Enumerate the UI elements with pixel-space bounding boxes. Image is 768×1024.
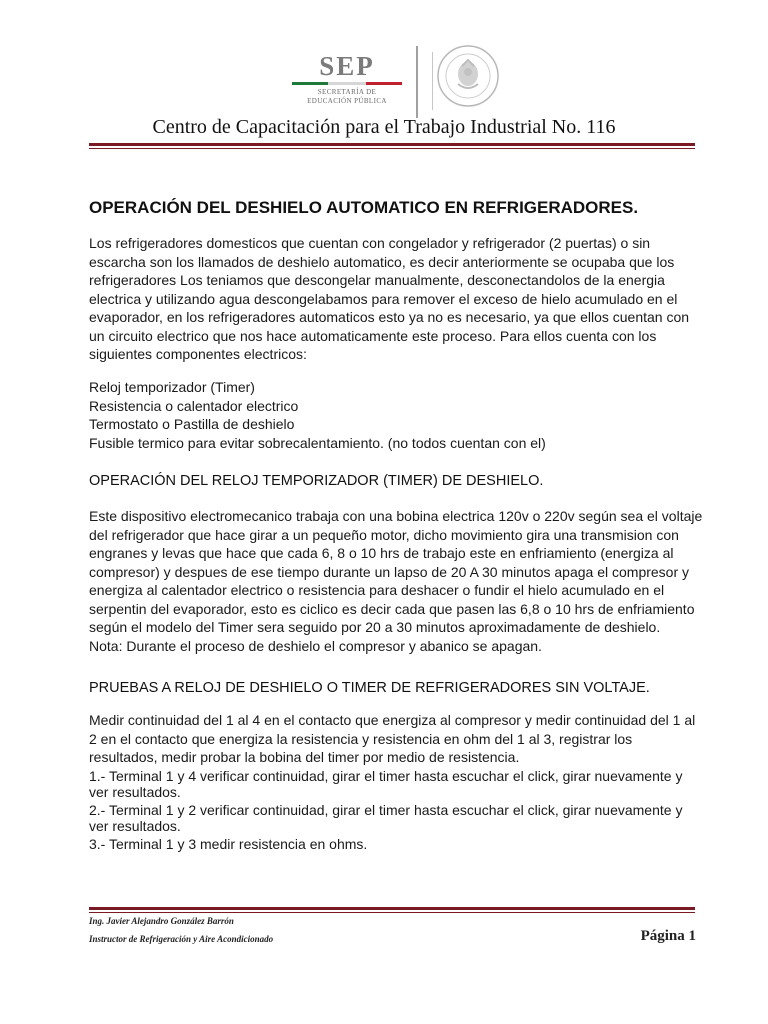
list-item: Fusible termico para evitar sobrecalentamiento. (no todos cuentan con el) <box>89 434 546 451</box>
logo-divider-thin <box>432 52 433 110</box>
paragraph-line: 2 en el contacto que energiza la resistencia y resistencia en ohm del 1 al 3, registrar los <box>89 730 633 747</box>
paragraph-line: escarcha son los llamados de deshielo automatico, es decir anteriormente se ocupaba que los <box>89 253 675 270</box>
logo-divider <box>416 46 418 118</box>
page-number: Página 1 <box>640 928 696 944</box>
sep-logo-subtitle-2: EDUCACIÓN PÚBLICA <box>307 97 387 105</box>
step-line-continued: ver resultados. <box>89 784 181 800</box>
paragraph-line: evaporador, en los refrigeradores automaticos esto ya no es necesario, ya que ellos cuentan con <box>89 309 690 325</box>
footer-rule <box>89 907 695 910</box>
sep-logo <box>288 52 406 106</box>
paragraph-line: electrica y utilizando agua descongelabamos para remover el exceso de hielo acumulado en el <box>89 290 678 307</box>
step-line: 1.- Terminal 1 y 4 verificar continuidad, girar el timer hasta escuchar el click, girar nuevamente y <box>89 768 683 784</box>
paragraph-line: compresor) y despues de ese tiempo durante un lapso de 20 A 30 minutos apaga el compresor y <box>89 563 690 580</box>
tests-paragraph <box>89 711 709 767</box>
note-line: Nota: Durante el proceso de deshielo el compresor y abanico se apagan. <box>89 637 542 654</box>
footer-author: Ing. Javier Alejandro González Barrón <box>89 916 234 926</box>
step-line: 3.- Terminal 1 y 3 medir resistencia en ohms. <box>89 836 368 852</box>
paragraph-line: refrigeradores Los teniamos que descongelar manualmente, desconectandolos de la energia <box>89 272 665 288</box>
paragraph-line: siguientes componentes electricos: <box>89 346 307 362</box>
list-item <box>89 802 709 834</box>
sep-tricolor-bar <box>292 82 402 85</box>
paragraph-line: Los refrigeradores domesticos que cuentan con congelador y refrigerador (2 puertas) o sin <box>89 235 651 251</box>
intro-paragraph <box>89 234 709 364</box>
paragraph-line: engranes y levas que hace que cada 6, 8 o 10 hrs de trabajo este en enfriamiento (energiza al <box>89 545 674 561</box>
test-steps-list <box>89 768 709 852</box>
header-rule <box>89 143 695 146</box>
document-title: OPERACIÓN DEL DESHIELO AUTOMATICO EN REFRIGERADORES. <box>89 198 639 217</box>
section-heading-timer: OPERACIÓN DEL RELOJ TEMPORIZADOR (TIMER) DE DESHIELO. <box>89 473 544 489</box>
paragraph-line: serpentin del evaporador, esto es ciclico es decir cada que pasen las 6,8 o 10 hrs de enfriamiento <box>89 600 695 617</box>
list-item: Reloj temporizador (Timer) <box>89 379 255 395</box>
components-list <box>89 378 709 452</box>
list-item: Termostato o Pastilla de deshielo <box>89 416 295 432</box>
paragraph-line: según el modelo del Timer sera seguido por 20 a 30 minutos aproximadamente de deshielo. <box>89 619 661 635</box>
sep-logo-subtitle-1: SECRETARÍA DE <box>317 88 377 96</box>
section-heading-tests: PRUEBAS A RELOJ DE DESHIELO O TIMER DE REFRIGERADORES SIN VOLTAJE. <box>89 680 650 696</box>
list-item: Resistencia o calentador electrico <box>89 397 299 414</box>
footer-role: Instructor de Refrigeración y Aire Acondicionado <box>89 934 274 944</box>
paragraph-line: energiza al calentador electrico o resistencia para deshacer o fundir el hielo acumulado en el <box>89 582 665 598</box>
center-name-heading: Centro de Capacitación para el Trabajo Industrial No. 116 <box>152 116 616 138</box>
footer-rule-thin <box>89 912 695 913</box>
list-item <box>89 836 709 852</box>
step-line-continued: ver resultados. <box>89 818 181 834</box>
national-seal-icon <box>436 44 500 108</box>
paragraph-line: resultados, medir probar la bobina del timer por medio de resistencia. <box>89 749 520 765</box>
list-item <box>89 768 709 800</box>
sep-logo-word: SEP <box>319 51 375 81</box>
paragraph-line: un circuito electrico que nos hace automaticamente este proceso. Para ellos cuenta con los <box>89 327 657 344</box>
paragraph-line: Este dispositivo electromecanico trabaja con una bobina electrica 120v o 220v según sea el voltaje <box>89 508 703 524</box>
paragraph-line: del refrigerador que hace girar a un pequeño motor, dicho movimiento gira una transmision con <box>89 526 679 543</box>
header-rule-thin <box>89 148 695 149</box>
step-line: 2.- Terminal 1 y 2 verificar continuidad, girar el timer hasta escuchar el click, girar nuevamente y <box>89 802 683 818</box>
timer-paragraph <box>89 507 709 655</box>
paragraph-line: Medir continuidad del 1 al 4 en el contacto que energiza al compresor y medir continuidad del 1 al <box>89 712 696 728</box>
